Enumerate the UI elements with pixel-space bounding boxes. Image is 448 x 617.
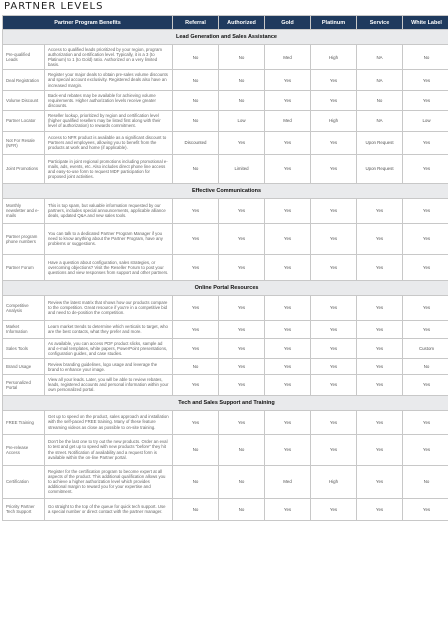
cell-white-label: No: [403, 465, 448, 498]
cell-platinum: Yes: [311, 154, 357, 183]
cell-authorized: Yes: [219, 338, 265, 358]
benefit-name: Not For Resale (NFR): [3, 131, 45, 154]
cell-white-label: Yes: [403, 498, 448, 520]
column-header-platinum: Platinum: [311, 16, 357, 30]
cell-white-label: Yes: [403, 154, 448, 183]
cell-service: Yes: [357, 338, 403, 358]
cell-authorized: Yes: [219, 254, 265, 280]
table-row: [3, 295, 448, 320]
cell-referral: No: [173, 110, 219, 131]
cell-service: Yes: [357, 254, 403, 280]
cell-platinum: Yes: [311, 254, 357, 280]
cell-platinum: Yes: [311, 410, 357, 434]
cell-service: Yes: [357, 434, 403, 465]
cell-referral: No: [173, 154, 219, 183]
column-header-white-label: White Label: [403, 16, 448, 30]
benefit-description: Participate in joint regional promotions including promotional e-mails, ads, events, etc. Also includes direct phone line access and easy-to-use form to request MDF participation for proposed joint activities.: [45, 154, 173, 183]
benefit-name: Pre-release Access: [3, 434, 45, 465]
table-row: [3, 498, 448, 520]
cell-referral: Yes: [173, 320, 219, 338]
benefit-name: Pre-qualified Leads: [3, 45, 45, 70]
benefit-description: Don't be the last one to try out the new products. Order an eval to test and get up to speed with new products "before" they hit the street. Notification of availability and a request form is available within the on-line Partner portal.: [45, 434, 173, 465]
cell-white-label: Yes: [403, 223, 448, 254]
table-row: [3, 131, 448, 154]
table-row: [3, 154, 448, 183]
cell-white-label: No: [403, 45, 448, 70]
cell-authorized: Yes: [219, 320, 265, 338]
table-row: [3, 410, 448, 434]
section-header: [3, 280, 448, 295]
cell-authorized: No: [219, 45, 265, 70]
section-title: Tech and Sales Support and Training: [3, 395, 448, 410]
benefit-description: Learn market trends to determine which verticals to target, who are the best contacts, what they prefer and more.: [45, 320, 173, 338]
cell-white-label: Yes: [403, 375, 448, 395]
benefit-description: This is top spam, but valuable information requested by our partners, includes special announcements, applicable alliance deals, updated Q&A and new sales tools.: [45, 198, 173, 223]
cell-authorized: No: [219, 498, 265, 520]
cell-referral: No: [173, 70, 219, 90]
benefit-description: You can talk to a dedicated Partner Program Manager if you need to know anything about the Partner Program, have any problems or suggestions.: [45, 223, 173, 254]
cell-referral: Yes: [173, 410, 219, 434]
benefit-description: As available, you can access PDF product slicks, sample ad and e-mail templates, white papers, PowerPoint presentations, configuration guides, and case studies.: [45, 338, 173, 358]
cell-platinum: Yes: [311, 359, 357, 375]
cell-gold: Yes: [265, 320, 311, 338]
table-row: [3, 254, 448, 280]
benefit-name: Market Information: [3, 320, 45, 338]
cell-referral: Yes: [173, 223, 219, 254]
cell-referral: Discounted: [173, 131, 219, 154]
cell-white-label: Yes: [403, 254, 448, 280]
cell-white-label: Yes: [403, 320, 448, 338]
cell-authorized: No: [219, 90, 265, 110]
cell-referral: No: [173, 45, 219, 70]
benefit-description: Review the latest matrix that shows how our products compare to the competition. Great resource if you're in a competitive bid and need to de-position the competition.: [45, 295, 173, 320]
cell-service: Upon Request: [357, 131, 403, 154]
cell-platinum: High: [311, 465, 357, 498]
cell-referral: No: [173, 434, 219, 465]
benefit-description: Register for the certification program to become expert at all aspects of the product. This additional qualification allows you to achieve a higher authorization level which provides additional margin to reward you for your expertise and commitment.: [45, 465, 173, 498]
cell-platinum: Yes: [311, 70, 357, 90]
benefit-description: Reseller lookup, prioritized by region and certification level (higher qualified resellers may be listed first along with their level of authorization) to rewards commitment.: [45, 110, 173, 131]
table-row: [3, 70, 448, 90]
cell-white-label: Custom: [403, 338, 448, 358]
cell-service: Yes: [357, 498, 403, 520]
benefit-name: Partner program phone numbers: [3, 223, 45, 254]
cell-white-label: No: [403, 359, 448, 375]
cell-service: NA: [357, 70, 403, 90]
cell-service: Yes: [357, 375, 403, 395]
cell-gold: Yes: [265, 198, 311, 223]
benefit-description: Register your major deals to obtain pre-sales volume discounts and special account exclusivity. Registered deals also have an increased margin.: [45, 70, 173, 90]
cell-service: No: [357, 90, 403, 110]
benefit-name: Certification: [3, 465, 45, 498]
table-row: [3, 45, 448, 70]
cell-white-label: Yes: [403, 410, 448, 434]
benefit-description: Review branding guidelines, logo usage and leverage the brand to enhance your image.: [45, 359, 173, 375]
table-header: [3, 16, 448, 30]
cell-authorized: No: [219, 465, 265, 498]
cell-authorized: Yes: [219, 295, 265, 320]
cell-service: Yes: [357, 223, 403, 254]
cell-platinum: Yes: [311, 434, 357, 465]
cell-gold: Yes: [265, 131, 311, 154]
cell-authorized: Yes: [219, 359, 265, 375]
benefit-name: Partner Forum: [3, 254, 45, 280]
partner-levels-table: [2, 15, 448, 521]
cell-service: Yes: [357, 198, 403, 223]
cell-gold: Yes: [265, 295, 311, 320]
table-row: [3, 90, 448, 110]
cell-gold: Med: [265, 465, 311, 498]
cell-platinum: Yes: [311, 338, 357, 358]
cell-platinum: Yes: [311, 131, 357, 154]
table-row: [3, 375, 448, 395]
cell-gold: Yes: [265, 338, 311, 358]
column-header-referral: Referral: [173, 16, 219, 30]
benefit-name: FREE Training: [3, 410, 45, 434]
benefit-name: Deal Registration: [3, 70, 45, 90]
cell-white-label: Low: [403, 110, 448, 131]
benefit-name: Sales Tools: [3, 338, 45, 358]
benefit-description: Access to NFR product is available as a significant discount to Partners and employees, allowing you to benefit from the products at work and home (if applicable).: [45, 131, 173, 154]
benefit-name: Competitive Analysis: [3, 295, 45, 320]
benefit-description: Back-end rebates may be available for achieving volume requirements. Higher authorization levels receive greater discounts.: [45, 90, 173, 110]
cell-service: NA: [357, 45, 403, 70]
cell-gold: Med: [265, 45, 311, 70]
column-header-gold: Gold: [265, 16, 311, 30]
cell-gold: Yes: [265, 498, 311, 520]
benefit-name: Brand Usage: [3, 359, 45, 375]
cell-referral: No: [173, 465, 219, 498]
table-row: [3, 320, 448, 338]
cell-gold: Yes: [265, 434, 311, 465]
cell-referral: No: [173, 359, 219, 375]
column-header-service: Service: [357, 16, 403, 30]
cell-authorized: Yes: [219, 223, 265, 254]
benefit-name: Volume Discount: [3, 90, 45, 110]
cell-authorized: Yes: [219, 131, 265, 154]
table-row: [3, 465, 448, 498]
cell-platinum: High: [311, 45, 357, 70]
cell-service: Upon Request: [357, 154, 403, 183]
cell-platinum: Yes: [311, 295, 357, 320]
cell-service: Yes: [357, 320, 403, 338]
cell-gold: Yes: [265, 90, 311, 110]
benefit-name: Monthly newsletter and e-mails: [3, 198, 45, 223]
cell-authorized: Low: [219, 110, 265, 131]
cell-platinum: Yes: [311, 375, 357, 395]
cell-referral: No: [173, 90, 219, 110]
cell-platinum: High: [311, 110, 357, 131]
benefit-description: Access to qualified leads prioritized by your region, program authorization and certification level. Typically, it is a 3 (to Platinum) to 1 (to Gold) ratio. Authorized on a very limited basis.: [45, 45, 173, 70]
section-title: Effective Communications: [3, 183, 448, 198]
column-header-benefits: Partner Program Benefits: [3, 16, 173, 30]
cell-gold: Yes: [265, 375, 311, 395]
cell-white-label: Yes: [403, 198, 448, 223]
cell-platinum: Yes: [311, 198, 357, 223]
table-row: [3, 338, 448, 358]
cell-white-label: Yes: [403, 70, 448, 90]
benefit-description: Get up to speed on the product, sales approach and installation with the self-paced FREE training. Many of these feature streaming videos as close as possible to on-site training.: [45, 410, 173, 434]
cell-white-label: Yes: [403, 90, 448, 110]
cell-referral: Yes: [173, 375, 219, 395]
cell-white-label: Yes: [403, 295, 448, 320]
section-title: Lead Generation and Sales Assistance: [3, 30, 448, 45]
benefit-name: Personalized Portal: [3, 375, 45, 395]
cell-service: Yes: [357, 359, 403, 375]
cell-authorized: Limited: [219, 154, 265, 183]
cell-referral: No: [173, 498, 219, 520]
cell-referral: Yes: [173, 198, 219, 223]
cell-platinum: Yes: [311, 90, 357, 110]
cell-referral: Yes: [173, 338, 219, 358]
cell-authorized: Yes: [219, 375, 265, 395]
section-header: [3, 30, 448, 45]
cell-service: NA: [357, 110, 403, 131]
table-row: [3, 223, 448, 254]
table-row: [3, 110, 448, 131]
cell-service: Yes: [357, 410, 403, 434]
cell-authorized: No: [219, 434, 265, 465]
cell-gold: Yes: [265, 154, 311, 183]
table-row: [3, 434, 448, 465]
cell-gold: Yes: [265, 410, 311, 434]
cell-white-label: Yes: [403, 131, 448, 154]
page-title: PARTNER LEVELS: [4, 1, 104, 12]
cell-gold: Yes: [265, 359, 311, 375]
cell-platinum: Yes: [311, 320, 357, 338]
benefit-name: Partner Locator: [3, 110, 45, 131]
cell-white-label: Yes: [403, 434, 448, 465]
benefit-description: Have a question about configuration, sales strategies, or overcoming objections? Visit the Reseller Forum to post your questions and view responses from support and other partners.: [45, 254, 173, 280]
cell-authorized: Yes: [219, 410, 265, 434]
cell-authorized: No: [219, 70, 265, 90]
benefit-description: Go straight to the top of the queue for quick tech support. Use a special number or direct contact with the partner manager.: [45, 498, 173, 520]
table-row: [3, 359, 448, 375]
cell-gold: Yes: [265, 254, 311, 280]
benefit-description: View all your leads. Later, you will be able to review rebates, leads, registered accounts and personal information within your own personalized portal.: [45, 375, 173, 395]
cell-gold: Yes: [265, 223, 311, 254]
cell-referral: Yes: [173, 254, 219, 280]
cell-gold: Med: [265, 110, 311, 131]
section-header: [3, 183, 448, 198]
benefit-name: Joint Promotions: [3, 154, 45, 183]
cell-service: Yes: [357, 295, 403, 320]
benefit-name: Priority Partner Tech Support: [3, 498, 45, 520]
table-body: [3, 30, 448, 521]
section-header: [3, 395, 448, 410]
column-header-authorized: Authorized: [219, 16, 265, 30]
cell-referral: Yes: [173, 295, 219, 320]
section-title: Online Portal Resources: [3, 280, 448, 295]
cell-platinum: Yes: [311, 498, 357, 520]
cell-authorized: Yes: [219, 198, 265, 223]
cell-gold: Yes: [265, 70, 311, 90]
table-row: [3, 198, 448, 223]
cell-platinum: Yes: [311, 223, 357, 254]
cell-service: Yes: [357, 465, 403, 498]
